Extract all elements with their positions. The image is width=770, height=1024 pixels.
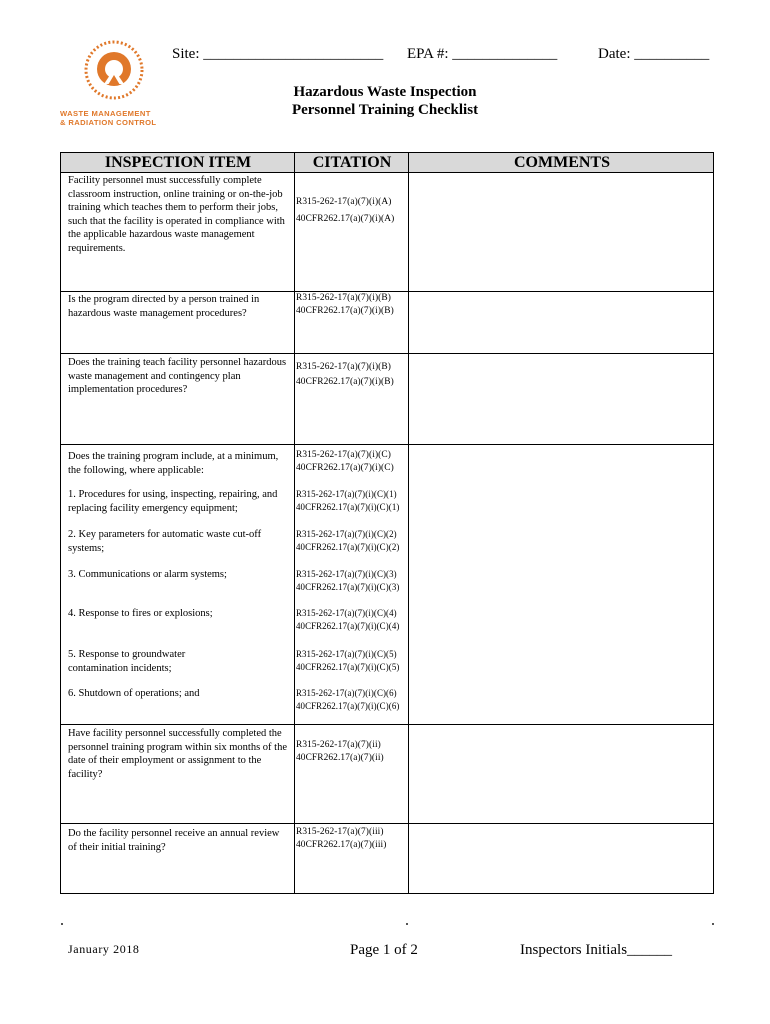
date-field[interactable]: Date: __________ (598, 46, 710, 62)
inspection-subitem-3: 3. Communications or alarm systems; (68, 569, 227, 580)
column-header-inspection-item: INSPECTION ITEM (104, 154, 252, 171)
citation-state: R315-262-17(a)(7)(ii) (296, 740, 381, 750)
citation-state: R315-262-17(a)(7)(i)(C)(3) (296, 569, 397, 579)
citation-cfr: 40CFR262.17(a)(7)(i)(C)(4) (296, 621, 400, 631)
comments-cell-row-3[interactable] (408, 353, 713, 443)
document-subtitle: Personnel Training Checklist (291, 102, 479, 118)
citation-cfr: 40CFR262.17(a)(7)(i)(A) (296, 214, 395, 224)
inspection-subitem-2: 2. Key parameters for automatic waste cut-off systems; (68, 529, 262, 554)
logo-caption-line1: WASTE MANAGEMENT (60, 109, 151, 118)
comments-cell-row-6[interactable] (408, 823, 713, 893)
citation-state: R315-262-17(a)(7)(i)(B) (296, 362, 391, 372)
page-number: Page 1 of 2 (350, 942, 418, 958)
citation-cfr: 40CFR262.17(a)(7)(i)(C)(1) (296, 502, 400, 512)
citation-cfr: 40CFR262.17(a)(7)(i)(B) (296, 306, 394, 316)
inspector-initials-field[interactable]: Inspectors Initials______ (520, 942, 673, 958)
inspection-item-5: Have facility personnel successfully completed the personnel training program within six months of the date of their employment or assignment to the facility? (68, 728, 288, 780)
citation-state: R315-262-17(a)(7)(i)(C)(5) (296, 649, 397, 659)
citation-state: R315-262-17(a)(7)(i)(C) (296, 450, 391, 460)
citation-cfr: 40CFR262.17(a)(7)(ii) (296, 753, 384, 763)
citation-state: R315-262-17(a)(7)(i)(B) (296, 293, 391, 303)
citation-cell (296, 687, 408, 713)
citation-cfr: 40CFR262.17(a)(7)(i)(C) (296, 463, 394, 473)
comments-cell-row-5[interactable] (408, 724, 713, 822)
epa-number-field[interactable]: EPA #: ______________ (407, 46, 558, 62)
inspection-subitem-4: 4. Response to fires or explosions; (68, 608, 213, 619)
citation-state: R315-262-17(a)(7)(i)(C)(2) (296, 529, 397, 539)
divider-dot (712, 923, 714, 925)
citation-state: R315-262-17(a)(7)(i)(C)(1) (296, 489, 397, 499)
citation-cfr: 40CFR262.17(a)(7)(iii) (296, 840, 387, 850)
logo-caption (60, 109, 170, 127)
citation-cell (296, 361, 408, 389)
divider-dot (61, 923, 63, 925)
column-header-comments: COMMENTS (514, 154, 610, 171)
citation-state: R315-262-17(a)(7)(i)(C)(4) (296, 608, 397, 618)
citation-cell (296, 607, 408, 633)
citation-cfr: 40CFR262.17(a)(7)(i)(C)(3) (296, 582, 400, 592)
inspection-item-4: Does the training program include, at a minimum, the following, where applicable: (68, 451, 279, 476)
inspection-subitem-6: 6. Shutdown of operations; and (68, 688, 200, 699)
citation-cell (296, 826, 408, 852)
citation-cell (296, 196, 408, 226)
inspection-subitem-1: 1. Procedures for using, inspecting, repairing, and replacing facility emergency equipment; (68, 489, 278, 514)
citation-cfr: 40CFR262.17(a)(7)(i)(C)(6) (296, 701, 400, 711)
citation-cell (296, 528, 408, 554)
citation-cell (296, 292, 408, 318)
column-divider (294, 153, 295, 893)
inspection-item-3: Does the training teach facility personnel hazardous waste management and contingency plan implementation procedures? (68, 357, 287, 395)
column-header-citation: CITATION (312, 154, 392, 171)
citation-cfr: 40CFR262.17(a)(7)(i)(B) (296, 377, 394, 387)
wmrc-logo (60, 38, 170, 130)
logo-caption-line2: & RADIATION CONTROL (60, 118, 157, 127)
inspection-subitem-5: 5. Response to groundwater contamination incidents; (68, 649, 186, 674)
citation-cell (296, 739, 408, 765)
footer-date: January 2018 (68, 942, 140, 956)
citation-cell (296, 449, 408, 475)
comments-cell-row-1[interactable] (408, 172, 713, 289)
inspection-item-1: Facility personnel must successfully complete classroom instruction, online training or on-the-job training which teaches them to perform their jobs, such that the facility is operated in compliance with the applicable hazardous waste management requirements. (68, 175, 285, 254)
inspection-item-6: Do the facility personnel receive an annual review of their initial training? (68, 828, 280, 853)
ring-logo-icon (82, 38, 146, 106)
citation-cfr: 40CFR262.17(a)(7)(i)(C)(5) (296, 662, 400, 672)
comments-cell-row-4[interactable] (408, 444, 713, 723)
comments-cell-row-2[interactable] (408, 291, 713, 352)
document-title: Hazardous Waste Inspection (293, 84, 477, 100)
citation-cfr: 40CFR262.17(a)(7)(i)(C)(2) (296, 542, 400, 552)
citation-cell (296, 488, 408, 514)
divider-dot (406, 923, 408, 925)
citation-cell (296, 648, 408, 674)
citation-state: R315-262-17(a)(7)(i)(C)(6) (296, 688, 397, 698)
inspection-item-2: Is the program directed by a person trained in hazardous waste management procedures? (68, 294, 260, 319)
citation-state: R315-262-17(a)(7)(i)(A) (296, 197, 392, 207)
site-field[interactable]: Site: ________________________ (172, 46, 384, 62)
citation-state: R315-262-17(a)(7)(iii) (296, 827, 384, 837)
citation-cell (296, 568, 408, 594)
